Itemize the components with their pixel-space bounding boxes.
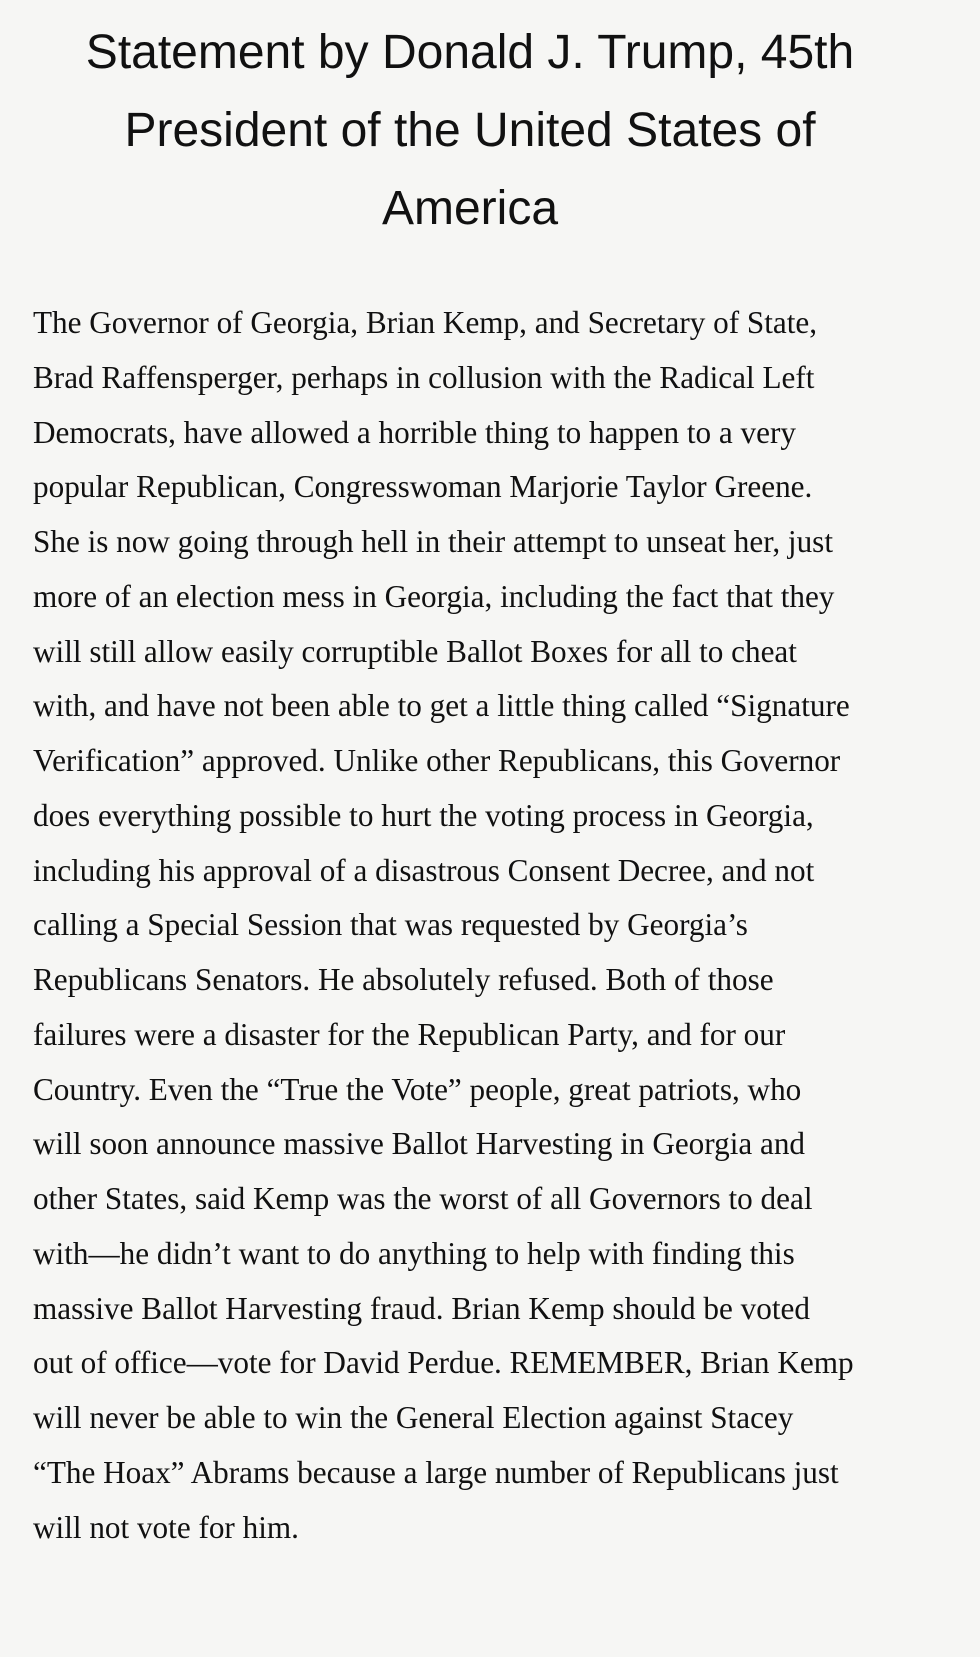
- body-line: failures were a disaster for the Republican Party, and for our: [33, 1016, 786, 1052]
- body-line: will still allow easily corruptible Ballot Boxes for all to cheat: [33, 633, 797, 669]
- body-line: other States, said Kemp was the worst of all Governors to deal: [33, 1181, 813, 1216]
- body-line: out of office—vote for David Perdue. REMEMBER, Brian Kemp: [33, 1345, 854, 1381]
- body-line: Republicans Senators. He absolutely refused. Both of those: [33, 962, 774, 997]
- body-line: massive Ballot Harvesting fraud. Brian Kemp should be voted: [33, 1290, 810, 1326]
- body-line: Democrats, have allowed a horrible thing to happen to a very: [33, 414, 796, 450]
- body-line: more of an election mess in Georgia, including the fact that they: [33, 578, 835, 614]
- body-line: will soon announce massive Ballot Harvesting in Georgia and: [33, 1126, 806, 1162]
- title-line: America: [381, 182, 559, 235]
- body-line: calling a Special Session that was requested by Georgia’s: [33, 907, 748, 943]
- body-line: with—he didn’t want to do anything to help with finding this: [33, 1235, 795, 1271]
- body-line: popular Republican, Congresswoman Marjorie Taylor Greene.: [33, 469, 813, 505]
- body-line: “The Hoax” Abrams because a large number of Republicans just: [33, 1454, 839, 1490]
- title-line: Statement by Donald J. Trump, 45th: [85, 26, 855, 79]
- statement-title: [20, 14, 920, 248]
- body-line: will never be able to win the General Election against Stacey: [33, 1400, 794, 1435]
- body-line: She is now going through hell in their attempt to unseat her, just: [33, 524, 833, 559]
- body-line: The Governor of Georgia, Brian Kemp, and Secretary of State,: [33, 305, 818, 340]
- body-line: with, and have not been able to get a little thing called “Signature: [33, 688, 850, 724]
- body-line: does everything possible to hurt the voting process in Georgia,: [33, 797, 814, 833]
- statement-body: [33, 296, 933, 1555]
- body-line: Brad Raffensperger, perhaps in collusion with the Radical Left: [33, 359, 815, 395]
- body-line: Verification” approved. Unlike other Republicans, this Governor: [33, 743, 841, 778]
- title-line: President of the United States of: [124, 104, 816, 157]
- body-line: will not vote for him.: [33, 1509, 299, 1545]
- body-line: Country. Even the “True the Vote” people, great patriots, who: [33, 1071, 802, 1107]
- body-line: including his approval of a disastrous Consent Decree, and not: [33, 852, 815, 888]
